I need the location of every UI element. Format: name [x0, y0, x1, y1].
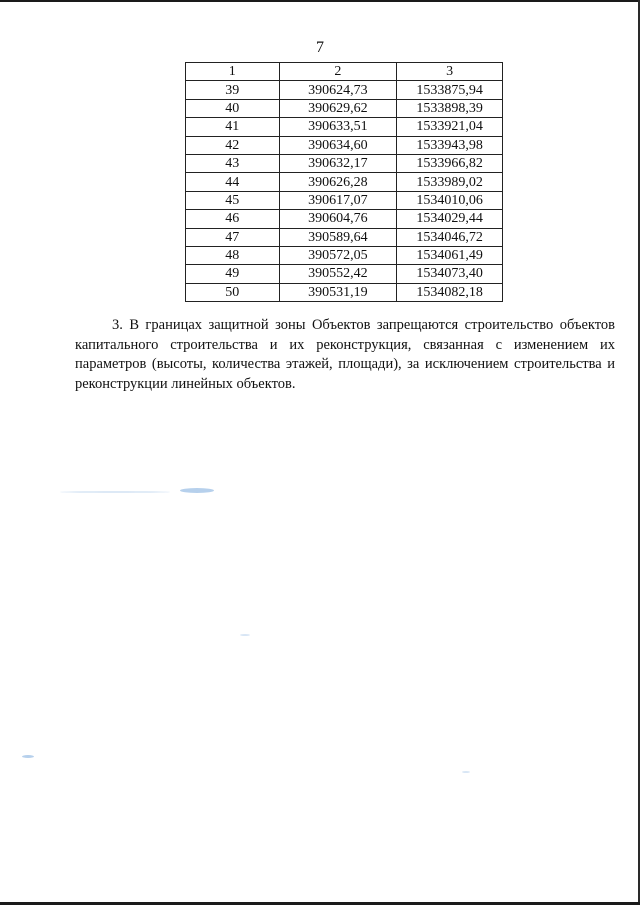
y-coordinate-cell: 1533898,39 — [397, 99, 503, 117]
point-number-cell: 49 — [186, 265, 280, 283]
y-coordinate-cell: 1533875,94 — [397, 81, 503, 99]
y-coordinate-cell: 1533921,04 — [397, 118, 503, 136]
table-row — [186, 246, 503, 264]
x-coordinate-cell: 390632,17 — [279, 154, 397, 172]
x-coordinate-cell: 390604,76 — [279, 210, 397, 228]
y-coordinate-cell: 1534010,06 — [397, 191, 503, 209]
x-coordinate-cell: 390531,19 — [279, 283, 397, 301]
restriction-paragraph: 3. В границах защитной зоны Объектов запрещаются строительство объектов капитального строительства и их реконструкция, связанная с изменением их параметров (высоты, количества этажей, площади), за исключением строительства и реконструкции линейных объектов. — [75, 317, 615, 392]
y-coordinate-cell: 1534061,49 — [397, 246, 503, 264]
scan-smudge — [180, 488, 214, 493]
scan-edge-top — [0, 0, 640, 2]
x-coordinate-cell: 390634,60 — [279, 136, 397, 154]
table-row — [186, 154, 503, 172]
point-number-cell: 47 — [186, 228, 280, 246]
scan-smudge — [240, 634, 250, 636]
header-cell: 3 — [397, 63, 503, 81]
x-coordinate-cell: 390552,42 — [279, 265, 397, 283]
y-coordinate-cell: 1534082,18 — [397, 283, 503, 301]
scan-smudge — [60, 491, 170, 493]
x-coordinate-cell: 390624,73 — [279, 81, 397, 99]
page-number: 7 — [316, 39, 324, 56]
scan-smudge — [22, 755, 34, 758]
y-coordinate-cell: 1533966,82 — [397, 154, 503, 172]
x-coordinate-cell: 390572,05 — [279, 246, 397, 264]
y-coordinate-cell: 1534029,44 — [397, 210, 503, 228]
point-number-cell: 41 — [186, 118, 280, 136]
table-row — [186, 173, 503, 191]
table-row — [186, 210, 503, 228]
table-row — [186, 228, 503, 246]
table-row — [186, 265, 503, 283]
table-row — [186, 136, 503, 154]
header-cell: 1 — [186, 63, 280, 81]
x-coordinate-cell: 390629,62 — [279, 99, 397, 117]
x-coordinate-cell: 390626,28 — [279, 173, 397, 191]
point-number-cell: 40 — [186, 99, 280, 117]
coordinates-table — [185, 62, 503, 302]
y-coordinate-cell: 1534073,40 — [397, 265, 503, 283]
table-row — [186, 191, 503, 209]
point-number-cell: 39 — [186, 81, 280, 99]
point-number-cell: 42 — [186, 136, 280, 154]
x-coordinate-cell: 390617,07 — [279, 191, 397, 209]
y-coordinate-cell: 1534046,72 — [397, 228, 503, 246]
table-row — [186, 118, 503, 136]
point-number-cell: 45 — [186, 191, 280, 209]
header-cell: 2 — [279, 63, 397, 81]
table-header-row — [186, 63, 503, 81]
y-coordinate-cell: 1533943,98 — [397, 136, 503, 154]
x-coordinate-cell: 390589,64 — [279, 228, 397, 246]
point-number-cell: 43 — [186, 154, 280, 172]
scan-smudge — [462, 771, 470, 773]
table-row — [186, 99, 503, 117]
point-number-cell: 44 — [186, 173, 280, 191]
table-row — [186, 283, 503, 301]
x-coordinate-cell: 390633,51 — [279, 118, 397, 136]
point-number-cell: 46 — [186, 210, 280, 228]
point-number-cell: 50 — [186, 283, 280, 301]
table-row — [186, 81, 503, 99]
y-coordinate-cell: 1533989,02 — [397, 173, 503, 191]
point-number-cell: 48 — [186, 246, 280, 264]
